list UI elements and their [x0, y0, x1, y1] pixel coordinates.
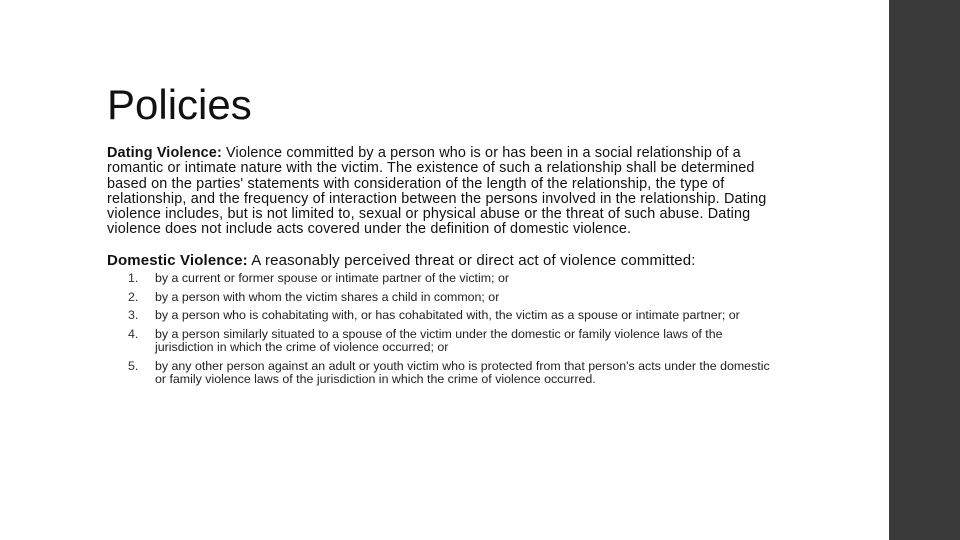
list-item	[107, 328, 772, 354]
dating-violence-term: Dating Violence:	[107, 145, 222, 161]
slide-content	[107, 78, 772, 391]
list-item	[107, 309, 772, 322]
domestic-violence-text: A reasonably perceived threat or direct act of violence committed:	[247, 251, 696, 269]
dating-violence-definition	[107, 146, 772, 238]
list-item-number: 1.	[128, 270, 139, 285]
list-item-text: by any other person against an adult or youth victim who is protected from that person's acts under the domestic or family violence laws of the jurisdiction in which the crime of violence occurred.	[155, 358, 770, 386]
list-item-text: by a person similarly situated to a spouse of the victim under the domestic or family violence laws of the jurisdiction in which the crime of violence occurred; or	[155, 327, 723, 354]
list-item-number: 3.	[128, 308, 139, 323]
dating-violence-text: Violence committed by a person who is or has been in a social relationship of a romantic or intimate nature with the victim. The existence of such a relationship shall be determined based on the parties' statements with consideration of the length of the relationship, the type of relationship, and the frequency of interaction between the persons involved in the relationship. Dating violence includes, but is not limited to, sexual or physical abuse or the threat of such abuse. Dating violence does not include acts covered under the definition of domestic violence.	[107, 145, 767, 238]
list-item	[107, 272, 772, 285]
list-item-number: 2.	[128, 289, 139, 304]
list-item-text: by a person with whom the victim shares a child in common; or	[155, 289, 500, 304]
domestic-violence-term: Domestic Violence:	[107, 251, 248, 269]
list-item-number: 5.	[128, 358, 139, 373]
right-sidebar-bar	[889, 0, 960, 540]
slide-title: Policies	[107, 81, 252, 128]
list-item	[107, 360, 772, 386]
domestic-violence-list	[107, 272, 772, 386]
list-item-text: by a person who is cohabitating with, or has cohabitated with, the victim as a spouse or intimate partner; or	[155, 308, 740, 323]
list-item	[107, 291, 772, 304]
list-item-number: 4.	[128, 327, 139, 342]
domestic-violence-definition	[107, 252, 772, 269]
list-item-text: by a current or former spouse or intimate partner of the victim; or	[155, 270, 509, 285]
